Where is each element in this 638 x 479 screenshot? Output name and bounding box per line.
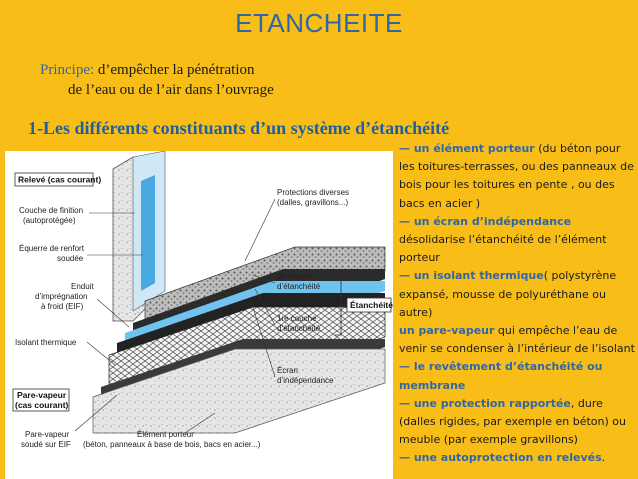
label-enduit-3: à froid (EIF) <box>41 302 84 311</box>
label-couche-2: 2e couche <box>277 272 314 281</box>
key-ecran: un écran d’indépendance <box>413 214 572 228</box>
principle-statement <box>40 60 340 100</box>
label-isolant: Isolant thermique <box>15 338 77 347</box>
label-finition: Couche de finition <box>19 206 84 215</box>
list-item-protection: — une protection rapportée, dure (dalles rigides, par exemple en béton) ou meuble (par exemple gravillons) <box>399 396 626 447</box>
wall-reinforcement <box>141 175 155 291</box>
label-pv-soude-2: soudé sur EIF <box>21 440 71 449</box>
label-enduit-2: d’imprégnation <box>35 292 88 301</box>
pare-vapeur-label: Pare-vapeur <box>17 390 67 400</box>
key-isolant: un isolant thermique <box>413 269 544 283</box>
label-ecran: Écran <box>277 366 298 375</box>
page-title: ETANCHEITE <box>235 8 403 38</box>
releve-label: Relevé (cas courant) <box>18 174 102 185</box>
key-porteur: un élément porteur <box>413 142 535 155</box>
pare-vapeur-label-2: (cas courant) <box>15 400 69 410</box>
key-membrane: — le revêtement d’étanchéité ou membrane <box>399 360 603 392</box>
label-ecran-2: d’indépendance <box>277 376 334 385</box>
label-pv-soude: Pare-vapeur <box>25 430 70 439</box>
section-heading: 1-Les différents constituants d’un système d’étanchéité <box>28 118 450 138</box>
label-couche-1b: d’étanchéité <box>277 324 321 333</box>
key-pare-vapeur: un pare-vapeur <box>399 324 495 338</box>
list-item-isolant: — un isolant thermique( polystyrène expansé, mousse de polyuréthane ou autre) <box>399 269 617 319</box>
etancheite-label: Étanchéité <box>350 300 393 310</box>
list-item-membrane <box>399 358 635 394</box>
components-list <box>399 140 635 468</box>
waterproofing-diagram <box>5 151 393 479</box>
principle-line-1: d’empêcher la pénétration <box>94 62 255 78</box>
list-item-autoprotection: — une autoprotection en relevés. <box>399 451 606 465</box>
list-item-pare-vapeur: un pare-vapeur qui empêche l’eau de venir se condenser à l’intérieur de l’isolant <box>399 324 635 356</box>
label-protections: Protections diverses <box>277 188 350 197</box>
list-item-porteur: — un élément porteur (du béton pour les toitures-terrasses, ou des panneaux de bois pour les toitures en pente , ou des bacs en acier ) <box>399 142 634 210</box>
label-equerre: Équerre de renfort <box>19 244 84 253</box>
key-protection: une protection rapportée <box>413 396 571 410</box>
label-porteur: Élément porteur <box>137 430 194 439</box>
diagram-svg <box>5 151 393 479</box>
principle-label: Principe: <box>40 62 95 78</box>
label-finition-2: (autoprotégée) <box>23 216 76 225</box>
list-item-ecran: — un écran d’indépendance désolidarise l’étanchéité de l’élément porteur <box>399 214 607 265</box>
label-equerre-2: soudée <box>57 254 84 263</box>
label-enduit: Enduit <box>71 282 94 291</box>
principle-line-2: de l’eau ou de l’air dans l’ouvrage <box>68 82 274 98</box>
key-autoprotection: une autoprotection en relevés <box>413 451 602 465</box>
label-couche-2b: d’étanchéité <box>277 282 321 291</box>
label-couche-1: 1re couche <box>277 314 317 323</box>
label-protections-2: (dalles, gravillons...) <box>277 198 349 207</box>
label-porteur-2: (béton, panneaux à base de bois, bacs en acier...) <box>83 440 261 449</box>
